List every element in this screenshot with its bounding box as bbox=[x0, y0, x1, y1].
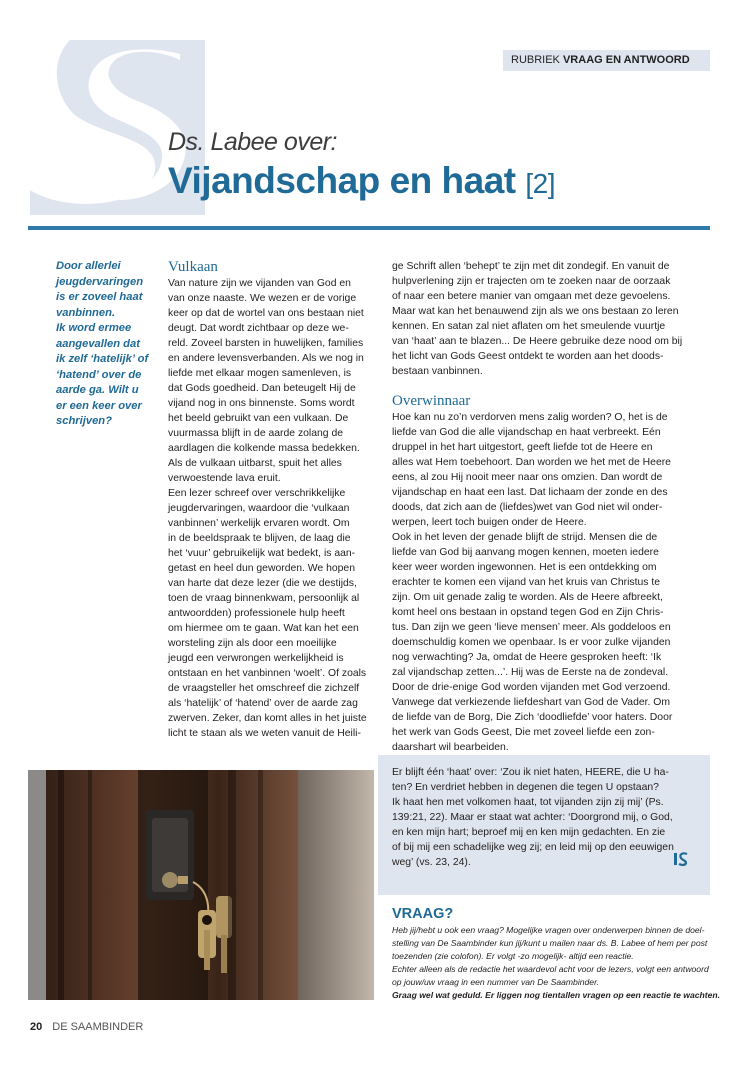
text-line: zal vijandschap zetten...’. Hij was de Eerste na de zondeval. bbox=[392, 667, 669, 678]
vraag-last-line: Graag wel wat geduld. Er liggen nog tientallen vragen op een reactie te wachten. bbox=[392, 990, 721, 1000]
text-line: ontstaan en het vanbinnen ‘woelt’. Of zoals bbox=[168, 668, 367, 679]
text-line: keer op dat de wortel van ons bestaan niet bbox=[168, 308, 364, 319]
text-line: aardlagen die kolkende massa bedekken. bbox=[168, 443, 360, 454]
text-line: doods, dat zich aan de (liefdes)wet van God niet wil onder- bbox=[392, 502, 663, 513]
text-line: van ‘haat’ aan te blazen... De Heere gebruike deze nood om bij bbox=[392, 336, 683, 347]
text-line: jeugdervaringen bbox=[56, 275, 144, 288]
text-line: er een keer over bbox=[56, 399, 142, 412]
text-line: verwoestende lava eruit. bbox=[168, 473, 281, 484]
closing-paragraph bbox=[392, 765, 692, 870]
title-rule bbox=[28, 226, 710, 230]
page-footer bbox=[30, 1021, 143, 1033]
text-line: daarshart wil bearbeiden. bbox=[392, 742, 509, 753]
text-line: licht te staan als we weten vanuit de Heili- bbox=[168, 728, 361, 739]
text-line: ten? En verdriet hebben in degenen die tegen U opstaan? bbox=[392, 782, 659, 793]
column-1 bbox=[168, 259, 376, 741]
text-line: getast en heel dun geworden. We hopen bbox=[168, 563, 355, 574]
text-line: het beeld gebruikt van een vulkaan. De bbox=[168, 413, 349, 424]
text-line: antwoordden) professionele hulp heeft bbox=[168, 608, 345, 619]
closing-body bbox=[392, 765, 692, 870]
text-line: Door de drie-enige God worden vijanden met God verzoend. bbox=[392, 682, 671, 693]
heading-overwinnaar: Overwinnaar bbox=[392, 393, 471, 409]
text-line: erachter te komen een vijand van het kruis van Christus te bbox=[392, 577, 660, 588]
text-line: vanbinnen’ werkelijk ervaren wordt. Om bbox=[168, 518, 350, 529]
column-1-body bbox=[168, 276, 376, 741]
photo-door-keys bbox=[28, 770, 374, 1000]
article-title bbox=[168, 160, 555, 202]
column-2-body-mid bbox=[392, 410, 692, 755]
end-mark-icon bbox=[674, 852, 688, 866]
text-line: zijn. Om uit genade zalig te worden. Als de Heere afbreekt, bbox=[392, 592, 663, 603]
text-line: Heb jij/hebt u ook een vraag? Mogelijke vragen over onderwerpen binnen de doel- bbox=[392, 925, 705, 935]
lead-question bbox=[56, 259, 154, 430]
text-line: de liefde van de Borg, Die Zich ‘doodliefde’ voor haters. Door bbox=[392, 712, 673, 723]
text-line: ik zelf ‘hatelijk’ of bbox=[56, 353, 149, 365]
heading-vulkaan: Vulkaan bbox=[168, 259, 218, 275]
text-line: druppel in het hart uitgestort, geeft liefde tot de Heere en bbox=[392, 442, 653, 453]
text-line: 139:21, 22). Maar er staat wat achter: ‘Doorgrond mij, o God, bbox=[392, 812, 673, 823]
text-line: Echter alleen als de redactie het waardevol acht voor de lezers, volgt een antwoord bbox=[392, 964, 709, 974]
text-line: Ik haat hen met volkomen haat, tot vijanden zijn zij mij’ (Ps. bbox=[392, 797, 664, 808]
text-line: het ‘vuur’ gebruikelijk wat bedekt, is aan- bbox=[168, 548, 356, 559]
column-2-body-top bbox=[392, 259, 692, 379]
text-line: ‘hatend’ over de bbox=[56, 368, 142, 381]
text-line: liefde van God bij aanvang mogen kennen, moeten iedere bbox=[392, 547, 659, 558]
rubric-prefix: RUBRIEK bbox=[511, 54, 560, 66]
article-subtitle: Ds. Labee over: bbox=[168, 128, 337, 156]
text-line: jeugdervaringen, waardoor die ‘vulkaan bbox=[168, 503, 350, 514]
text-line: of naar een betere manier van omgaan met deze gevoelens. bbox=[392, 291, 671, 302]
rubric-label bbox=[503, 50, 710, 71]
text-line: en andere levensverbanden. Als we nog in bbox=[168, 353, 364, 364]
text-line: bestaan vanbinnen. bbox=[392, 366, 483, 377]
article-part-number: [2] bbox=[525, 168, 556, 199]
text-line: alles wat Hem toebehoort. Dan worden we het met de Heere bbox=[392, 457, 671, 468]
text-line: vuurmassa blijft in de aarde zolang de bbox=[168, 428, 344, 439]
text-line: doemschuldig komen we openbaar. Is er voor zulke vijanden bbox=[392, 637, 671, 648]
text-line: als ‘hatelijk’ of ‘hatend’ over de aarde zag bbox=[168, 698, 358, 709]
text-line: liefde met elkaar mogen samenleven, is bbox=[168, 368, 352, 379]
vraag-body bbox=[392, 924, 712, 989]
text-line: Door allerlei bbox=[56, 260, 121, 272]
rubric-name: VRAAG EN ANTWOORD bbox=[562, 54, 690, 66]
text-line: nog verwachting? Ja, omdat de Heere gesproken heeft: ‘Ik bbox=[392, 652, 662, 663]
page-number: 20 bbox=[30, 1021, 43, 1033]
text-line: deugt. Dat wordt zichtbaar op deze we- bbox=[168, 323, 349, 334]
column-2 bbox=[392, 259, 692, 755]
text-line: weg’ (vs. 23, 24). bbox=[392, 857, 471, 868]
text-line: schrijven? bbox=[56, 415, 112, 427]
text-line: Er blijft één ‘haat’ over: ‘Zou ik niet haten, HEERE, die U ha- bbox=[392, 767, 669, 778]
text-line: van onze naaste. We wezen er de vorige bbox=[168, 293, 357, 304]
text-line: aarde ga. Wilt u bbox=[56, 384, 139, 396]
text-line: kennen. En satan zal niet aflaten om het smeulende vuurtje bbox=[392, 321, 666, 332]
article-title-text: Vijandschap en haat bbox=[168, 160, 516, 201]
text-line: Maar wat kan het benauwend zijn als we ons bestaan zo leren bbox=[392, 306, 679, 317]
text-line: op jouw/uw vraag in een nummer van De Saambinder. bbox=[392, 977, 599, 987]
text-line: hulpverlening zijn er trajecten om te zoeken naar de oorzaak bbox=[392, 276, 671, 287]
text-line: Van nature zijn we vijanden van God en bbox=[168, 278, 351, 289]
vraag-heading: VRAAG? bbox=[392, 906, 454, 922]
text-line: zwerven. Zeker, dan komt alles in het juiste bbox=[168, 713, 367, 724]
text-line: reld. Zoveel barsten in huwelijken, families bbox=[168, 338, 364, 349]
text-line: worsteling zijn als door een moeilijke bbox=[168, 638, 337, 649]
text-line: de vraagsteller het omschreef die zichzelf bbox=[168, 683, 360, 694]
text-line: komt heel ons bestaan in opstand tegen God en Zijn Chris- bbox=[392, 607, 664, 618]
text-line: is er zoveel haat bbox=[56, 291, 143, 303]
magazine-name: DE SAAMBINDER bbox=[52, 1021, 144, 1033]
text-line: Ik word ermee bbox=[56, 322, 132, 334]
text-line: werpen, leert toch buigen onder de Heere. bbox=[392, 517, 587, 528]
text-line: Vanwege dat verkiezende liefdeshart van God de Vader. Om bbox=[392, 697, 671, 708]
text-line: Een lezer schreef over verschrikkelijke bbox=[168, 488, 346, 499]
text-line: in de beeldspraak te blijven, de laag die bbox=[168, 533, 351, 544]
text-line: vijandschap en haat een last. Dat lichaam der zonde en des bbox=[392, 487, 668, 498]
text-line: toen de vraag binnenkwam, persoonlijk al bbox=[168, 593, 360, 604]
text-line: toezenden (zie colofon). Er volgt -zo mogelijk- altijd een reactie. bbox=[392, 951, 634, 961]
text-line: aangevallen dat bbox=[56, 337, 140, 350]
text-line: om hiermee om te gaan. Wat kan het een bbox=[168, 623, 359, 634]
text-line: jeugd een verwrongen werkelijkheid is bbox=[168, 653, 344, 664]
text-line: het licht van Gods Geest ontdekt te worden aan het doods- bbox=[392, 351, 664, 362]
text-line: vanbinnen. bbox=[56, 306, 116, 319]
text-line: tus. Dan zijn we geen ‘lieve mensen’ meer. Als goddeloos en bbox=[392, 622, 671, 633]
text-line: het werk van Gods Geest, Die met zoveel liefde een zon- bbox=[392, 727, 655, 738]
text-line: stelling van De Saambinder kun jij/kunt u mailen naar ds. B. Labee of hem per post bbox=[392, 938, 708, 948]
text-line: vijand nog in ons binnenste. Soms wordt bbox=[168, 398, 355, 409]
text-line: Hoe kan nu zo’n verdorven mens zalig worden? O, het is de bbox=[392, 412, 668, 423]
text-line: ge Schrift allen ‘behept’ te zijn met dit zondegif. En vanuit de bbox=[392, 261, 670, 272]
text-line: dat Gods goedheid. Dan beteugelt Hij de bbox=[168, 383, 356, 394]
text-line: Ook in het leven der genade blijft de strijd. Mensen die de bbox=[392, 532, 658, 543]
text-line: keer weer worden ingewonnen. Het is een ontdekking om bbox=[392, 562, 657, 573]
text-line: Als de vulkaan uitbarst, spuit het alles bbox=[168, 458, 342, 469]
vraag-box bbox=[392, 906, 721, 1002]
text-line: en ken mijn hart; beproef mij en ken mijn gedachten. En zie bbox=[392, 827, 666, 838]
text-line: van harte dat deze lezer (die we destijds, bbox=[168, 578, 357, 589]
text-line: of bij mij een schadelijke weg zij; en leid mij op den eeuwigen bbox=[392, 842, 674, 853]
text-line: liefde van God die alle vijandschap en haat verbreekt. Eén bbox=[392, 427, 661, 438]
text-line: eens, al zou Hij nooit meer naar ons omzien. Dan wordt de bbox=[392, 472, 663, 483]
